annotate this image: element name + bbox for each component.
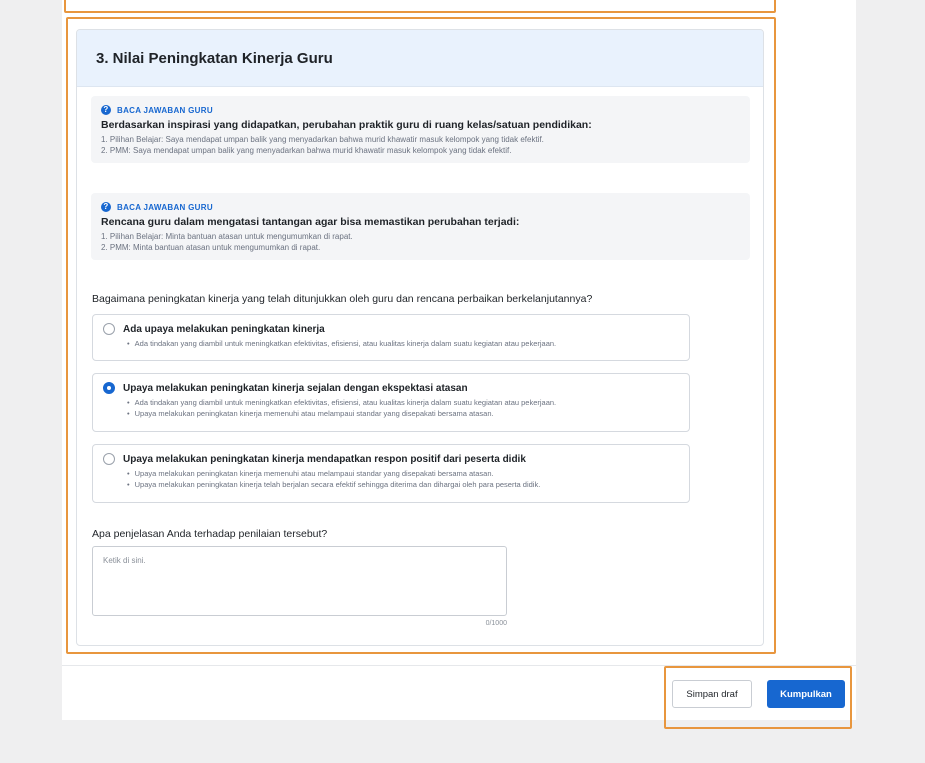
radio-button[interactable] [103, 453, 115, 465]
character-counter: 0/1000 [485, 620, 507, 627]
teacher-answer-box [91, 96, 750, 163]
answer-question: Berdasarkan inspirasi yang didapatkan, perubahan praktik guru di ruang kelas/satuan pendidikan: [101, 119, 592, 131]
answer-line: 1. Pilihan Belajar: Saya mendapat umpan balik yang menyadarkan bahwa murid khawatir masuk kelompok yang tidak efektif. [101, 135, 544, 144]
answer-line: 2. PMM: Saya mendapat umpan balik yang menyadarkan bahwa murid khawatir masuk kelompok yang tidak efektif. [101, 146, 512, 155]
option-label: Upaya melakukan peningkatan kinerja mendapatkan respon positif dari peserta didik [123, 453, 526, 465]
answer-question: Rencana guru dalam mengatasi tantangan agar bisa memastikan perubahan terjadi: [101, 216, 520, 228]
assessment-question: Bagaimana peningkatan kinerja yang telah ditunjukkan oleh guru dan rencana perbaikan berkelanjutannya? [92, 293, 593, 305]
assessment-option-2[interactable]: Upaya melakukan peningkatan kinerja sejalan dengan ekspektasi atasan • Ada tindakan yang diambil untuk meningkatkan efektivitas, efisiensi, atau kualitas kinerja dalam suatu kegiatan atau pekerjaan. • Upaya melakukan peningkatan kinerja memenuhi atau melampaui standar yang disepakati bersama atasan. [92, 373, 690, 432]
section-title: 3. Nilai Peningkatan Kinerja Guru [96, 49, 333, 67]
option-label: Ada upaya melakukan peningkatan kinerja [123, 323, 325, 335]
section-header [77, 30, 763, 87]
answer-line: 2. PMM: Minta bantuan atasan untuk mengumumkan di rapat. [101, 243, 321, 252]
option-description: Upaya melakukan peningkatan kinerja memenuhi atau melampaui standar yang disepakati bersama atasan. [134, 409, 494, 418]
option-description: Upaya melakukan peningkatan kinerja memenuhi atau melampaui standar yang disepakati bersama atasan. [134, 469, 494, 478]
submit-button[interactable]: Kumpulkan [767, 680, 845, 708]
assessment-option-1[interactable]: Ada upaya melakukan peningkatan kinerja • Ada tindakan yang diambil untuk meningkatkan efektivitas, efisiensi, atau kualitas kinerja dalam suatu kegiatan atau pekerjaan. [92, 314, 690, 361]
assessment-option-3[interactable]: Upaya melakukan peningkatan kinerja mendapatkan respon positif dari peserta didik • Upaya melakukan peningkatan kinerja memenuhi atau melampaui standar yang disepakati bersama atasan. • Upaya melakukan peningkatan kinerja telah berjalan secara efektif sehingga diterima dan dihargai oleh para peserta didik. [92, 444, 690, 503]
explanation-question: Apa penjelasan Anda terhadap penilaian tersebut? [92, 528, 328, 540]
section-card [76, 29, 764, 646]
option-label: Upaya melakukan peningkatan kinerja sejalan dengan ekspektasi atasan [123, 382, 468, 394]
explanation-textarea[interactable] [92, 546, 507, 616]
highlight-frame-top [64, 0, 776, 13]
save-draft-button[interactable]: Simpan draf [672, 680, 752, 708]
radio-button[interactable] [103, 323, 115, 335]
option-description: Upaya melakukan peningkatan kinerja telah berjalan secara efektif sehingga diterima dan dihargai oleh para peserta didik. [134, 480, 541, 489]
teacher-answer-box [91, 193, 750, 260]
option-description: Ada tindakan yang diambil untuk meningkatkan efektivitas, efisiensi, atau kualitas kinerja dalam suatu kegiatan atau pekerjaan. [134, 398, 557, 407]
answer-line: 1. Pilihan Belajar: Minta bantuan atasan untuk mengumumkan di rapat. [101, 232, 353, 241]
question-circle-icon: ? [101, 105, 111, 115]
question-circle-icon: ? [101, 202, 111, 212]
option-description: Ada tindakan yang diambil untuk meningkatkan efektivitas, efisiensi, atau kualitas kinerja dalam suatu kegiatan atau pekerjaan. [134, 339, 557, 348]
answer-tag: BACA JAWABAN GURU [117, 202, 213, 212]
answer-tag: BACA JAWABAN GURU [117, 105, 213, 115]
explanation-placeholder: Ketik di sini. [103, 556, 146, 565]
radio-button-selected[interactable] [103, 382, 115, 394]
